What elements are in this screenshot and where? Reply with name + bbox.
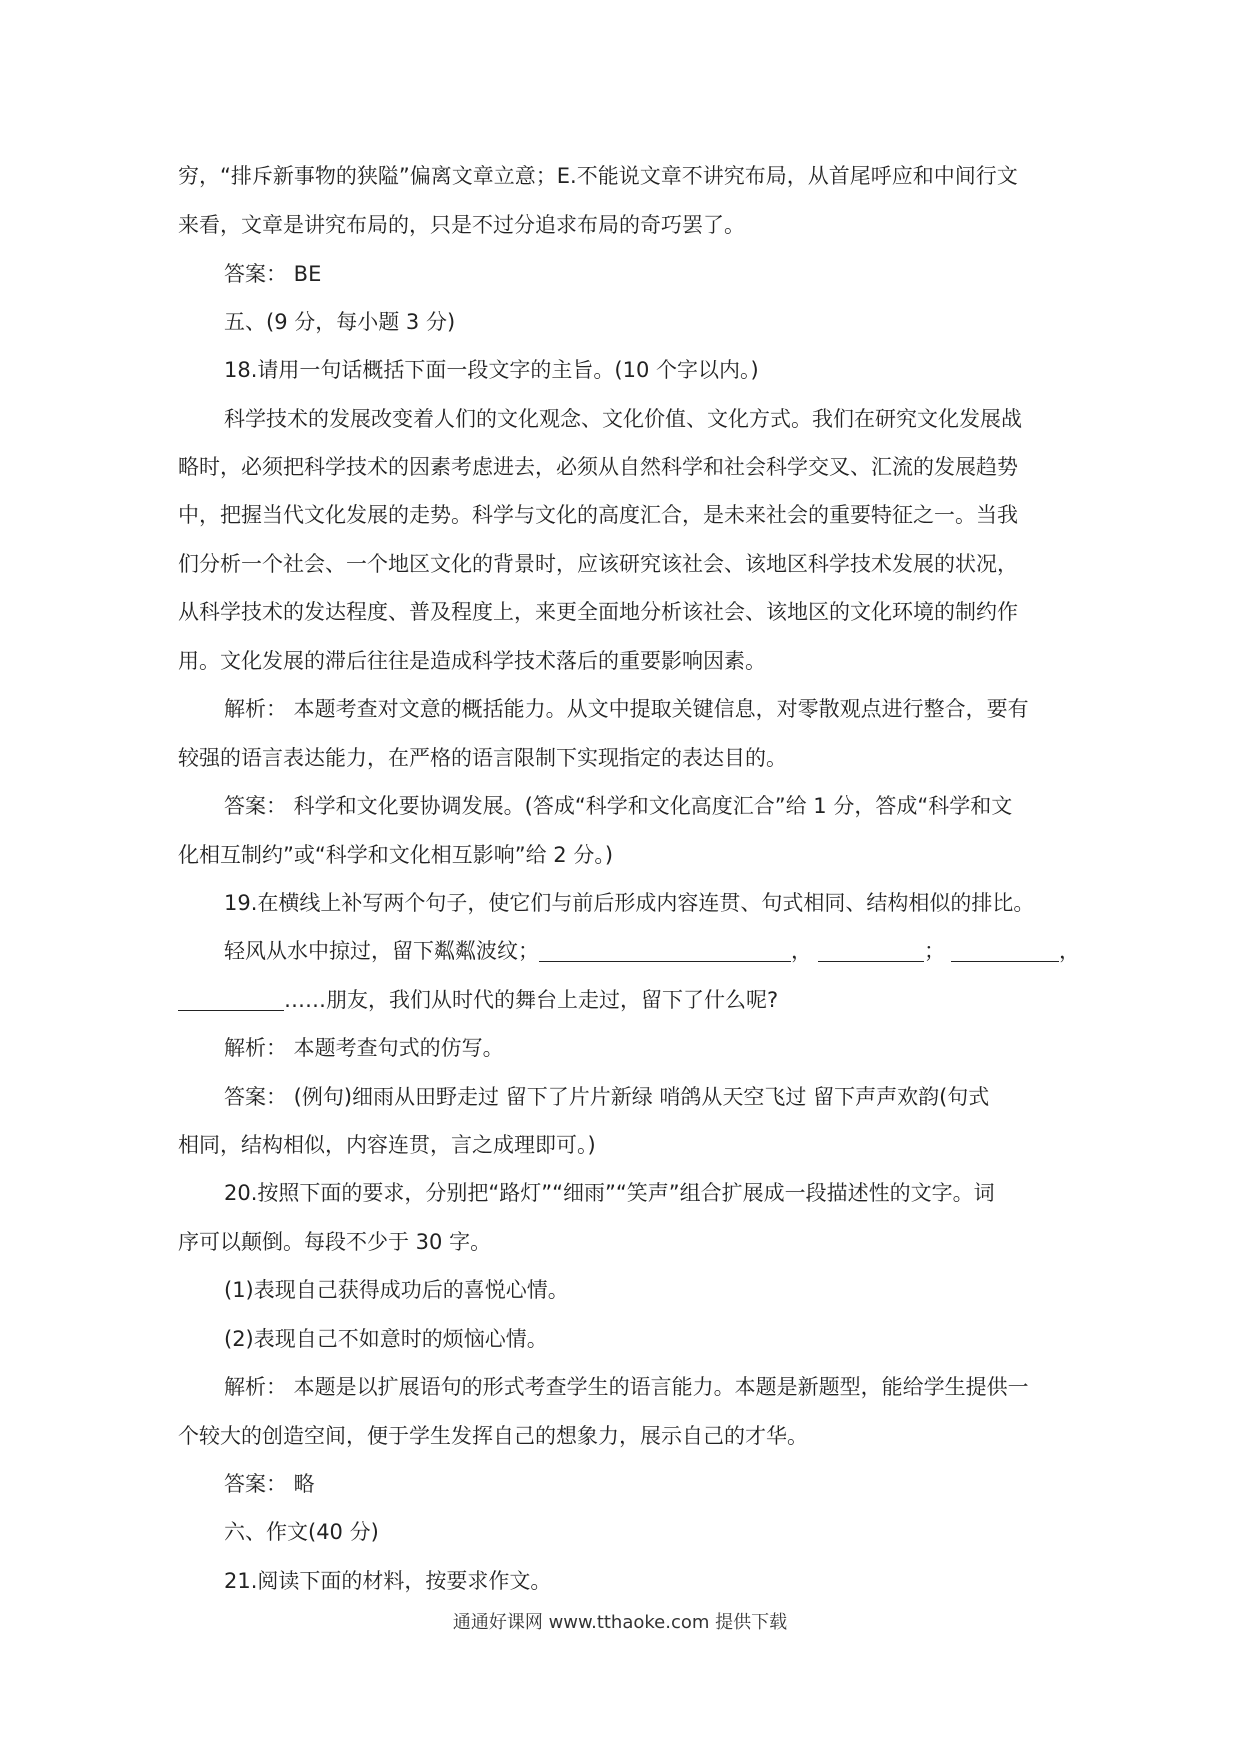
section-5-heading: 五、(9 分，每小题 3 分) [224, 310, 456, 334]
q19-blank-3[interactable] [951, 939, 1059, 962]
q20-prompt-line: 20.按照下面的要求，分别把“路灯”“细雨”“笑声”组合扩展成一段描述性的文字。词 [224, 1181, 995, 1205]
q19-answer-line: 答案： (例句)细雨从田野走过 留下了片片新绿 哨鸽从天空飞过 留下声声欢韵(句式 [224, 1085, 990, 1109]
q20-analysis-line: 解析： 本题是以扩展语句的形式考查学生的语言能力。本题是新题型，能给学生提供一 [224, 1375, 1029, 1399]
q19-separator: ， [1059, 939, 1080, 963]
q20-prompt-line: 序可以颠倒。每段不少于 30 字。 [178, 1230, 492, 1254]
q19-sentence-line-1 [224, 936, 1080, 966]
q19-sentence-end: ……朋友，我们从时代的舞台上走过，留下了什么呢? [284, 988, 779, 1012]
q19-blank-2[interactable] [818, 939, 924, 962]
prev-analysis-line-1: 穷，“排斥新事物的狭隘”偏离文章立意；E.不能说文章不讲究布局，从首尾呼应和中间行文 [178, 164, 1018, 188]
q18-analysis-line: 较强的语言表达能力，在严格的语言限制下实现指定的表达目的。 [178, 746, 787, 770]
prev-analysis-line-2: 来看，文章是讲究布局的，只是不过分追求布局的奇巧罢了。 [178, 213, 745, 237]
q19-blank-1[interactable] [539, 939, 791, 962]
q18-passage-line: 略时，必须把科学技术的因素考虑进去，必须从自然科学和社会科学交叉、汇流的发展趋势 [178, 455, 1018, 479]
q18-passage-line: 用。文化发展的滞后往往是造成科学技术落后的重要影响因素。 [178, 649, 766, 673]
q21-prompt: 21.阅读下面的材料，按要求作文。 [224, 1569, 552, 1593]
q19-separator: ； [924, 939, 945, 963]
section-6-heading: 六、作文(40 分) [224, 1520, 379, 1544]
q18-passage-line: 科学技术的发展改变着人们的文化观念、文化价值、文化方式。我们在研究文化发展战 [224, 407, 1022, 431]
q18-passage-line: 们分析一个社会、一个地区文化的背景时，应该研究该社会、该地区科学技术发展的状况， [178, 552, 1018, 576]
page-footer: 通通好课网 www.tthaoke.com 提供下载 [452, 1612, 788, 1633]
q19-prompt: 19.在横线上补写两个句子，使它们与前后形成内容连贯、句式相同、结构相似的排比。 [224, 891, 1035, 915]
q19-sentence-start: 轻风从水中掠过，留下粼粼波纹； [224, 939, 539, 963]
q20-requirement-1: (1)表现自己获得成功后的喜悦心情。 [224, 1278, 569, 1302]
q19-analysis: 解析： 本题考查句式的仿写。 [224, 1036, 504, 1060]
prev-answer: 答案： BE [224, 262, 322, 286]
q20-requirement-2: (2)表现自己不如意时的烦恼心情。 [224, 1327, 548, 1351]
q18-answer-line: 化相互制约”或“科学和文化相互影响”给 2 分。) [178, 843, 614, 867]
q18-passage-line: 中，把握当代文化发展的走势。科学与文化的高度汇合，是未来社会的重要特征之一。当我 [178, 503, 1018, 527]
q18-analysis-line: 解析： 本题考查对文意的概括能力。从文中提取关键信息，对零散观点进行整合，要有 [224, 697, 1029, 721]
q18-passage-line: 从科学技术的发达程度、普及程度上，来更全面地分析该社会、该地区的文化环境的制约作 [178, 600, 1018, 624]
q19-answer-line: 相同，结构相似，内容连贯，言之成理即可。) [178, 1133, 596, 1157]
q19-sentence-line-2 [178, 985, 778, 1015]
q18-answer-line: 答案： 科学和文化要协调发展。(答成“科学和文化高度汇合”给 1 分，答成“科学和文 [224, 794, 1013, 818]
q19-separator: ， [791, 939, 812, 963]
q20-answer: 答案： 略 [224, 1472, 315, 1496]
q19-blank-4[interactable] [178, 988, 284, 1011]
q20-analysis-line: 个较大的创造空间，便于学生发挥自己的想象力，展示自己的才华。 [178, 1424, 808, 1448]
q18-prompt: 18.请用一句话概括下面一段文字的主旨。(10 个字以内。) [224, 358, 759, 382]
